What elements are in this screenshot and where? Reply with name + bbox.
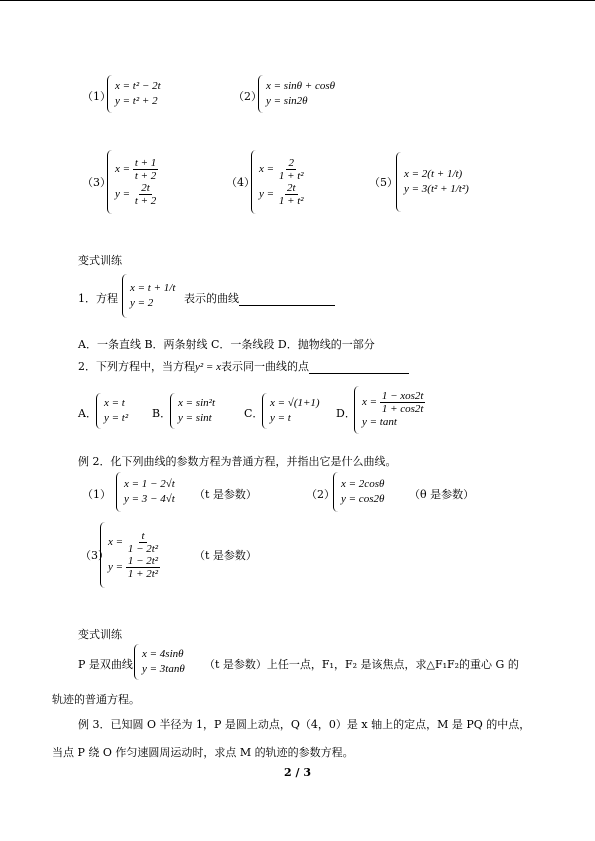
equation: y = t² [104,412,129,424]
option-d-system: x = $\frac{\text{1 − xos2t}}{1 + \cos 2t}$ y = tant [354,386,425,434]
problem-1-label: （1） [82,90,111,103]
example-2-title: 例 2．化下列曲线的参数方程为普通方程，并指出它是什么曲线。 [78,455,397,468]
equation: x = t [104,397,125,409]
top-rule [0,0,595,1]
fraction-numerator: t + 1 [134,157,157,169]
fraction-denominator: t + 2 [134,170,157,182]
problem-4-label: （4） [226,176,255,189]
problem-5-label: （5） [369,176,398,189]
example-2-part-3-note: （t 是参数） [194,549,257,562]
brace [170,393,175,429]
equation: x = 4sinθ [142,648,184,660]
brace [396,152,401,212]
brace [96,393,101,429]
example-3-line-1: 例 3．已知圆 O 半径为 1，P 是圆上动点，Q（4，0）是 x 轴上的定点，M 是 PQ 的中点， [78,718,531,731]
brace [333,472,338,512]
equation: x = 1 − 2√t [124,478,175,490]
practice-heading: 变式训练 [78,254,122,267]
fraction-numerator: 1 − 2t² [127,555,159,567]
brace [107,150,112,214]
example-2-part-2-system [333,472,384,512]
equation: x = √(1+1) [270,397,320,409]
problem-2-label: （2） [233,90,262,103]
question-2-prefix: 2．下列方程中，当方程 [78,360,195,373]
brace [116,472,121,512]
equation: y = 2 [130,297,154,309]
equation: x = t + 1/t [130,282,176,294]
fraction-numerator: 2t [286,182,296,194]
question-2-suffix: 表示同一曲线的点 [221,360,309,373]
option-c-label: C． [244,407,264,420]
brace [122,274,127,318]
equation: x = 2(t + 1/t) [404,168,463,180]
problem-4-system: x = $\frac{2}{\text{1 + t²}}$ y = $\frac{2t}{\text{1 + t²}}$ [251,150,306,214]
example-2-part-2-label: （2） [306,488,335,501]
equation: y = tant [362,416,397,428]
practice-2-system [134,644,185,680]
brace [251,150,256,214]
equation: x = t² − 2t [115,80,161,92]
problem-2-system [258,75,335,113]
equation: y = 3tanθ [142,663,185,675]
fraction-numerator: t [141,530,145,542]
brace [107,75,112,113]
problem-3-system: x = $\frac{t + 1}{t + 2}$ y = $\frac{2t}{t + 2}$ [107,150,158,214]
brace [258,75,263,113]
equation: y = t² + 2 [115,95,158,107]
fraction-denominator: 1 + cos2t [381,403,424,415]
problem-3-label: （3） [82,176,111,189]
fraction-denominator: t + 2 [134,195,157,207]
example-2-part-2-note: （θ 是参数） [409,488,475,501]
equation: y = t [270,412,291,424]
brace [262,393,267,429]
brace [100,522,105,588]
practice-2-prefix: P 是双曲线 [78,658,133,671]
problem-1-system [107,75,161,113]
equation: y = cos2θ [341,493,385,505]
fraction-denominator: 1 + 2t² [127,568,159,580]
equation: y = 3 − 4√t [124,493,175,505]
fraction-denominator: 1 − 2t² [127,543,159,555]
equation: y = 3(t² + 1/t²) [404,183,469,195]
example-2-part-3-system: x = $\frac{t}{\text{1 − 2t²}}$ y = $\frac{\text{1 − 2t²}}{\text{1 + 2t²}}$ [100,522,160,588]
equation: x = 2cosθ [341,478,385,490]
question-1-options: A．一条直线 B．两条射线 C．一条线段 D．抛物线的一部分 [78,338,375,351]
equation: x = sinθ + cosθ [266,80,336,92]
problem-5-system [396,152,469,212]
page-number: 2 / 3 [284,766,311,779]
answer-blank [239,293,335,306]
example-2-part-1-note: （t 是参数） [194,488,257,501]
question-1-prefix: 1．方程 [78,292,118,305]
equation: y = sint [178,412,212,424]
equation: x = sin²t [178,397,215,409]
example-2-part-1-system [116,472,175,512]
question-1-suffix-text: 表示的曲线 [184,292,239,305]
equation: y = sin2θ [266,95,308,107]
option-c-system [262,393,320,429]
question-2-line [78,358,409,374]
option-a-system [96,393,128,429]
fraction-numerator: 1 − xos2t [381,390,424,402]
practice-2-suffix: （t 是参数）上任一点，F₁，F₂ 是该焦点，求△F₁F₂的重心 G 的 [204,658,519,671]
fraction-denominator: 1 + t² [278,170,304,182]
example-2-part-1-label: （1） [82,488,111,501]
example-2-part-3-label: （3） [80,549,109,562]
example-3-line-2: 当点 P 绕 O 作匀速圆周运动时，求点 M 的轨迹的参数方程。 [52,746,354,759]
option-a-label: A． [78,407,97,420]
practice-2-line-2: 轨迹的普通方程。 [52,693,140,706]
option-b-system [170,393,215,429]
question-2-equation: y² = x [195,361,221,373]
question-1-system [122,274,175,318]
question-1-suffix [184,290,335,306]
option-d-label: D． [336,407,356,420]
fraction-numerator: 2t [141,182,150,194]
brace [134,644,139,680]
fraction-numerator: 2 [288,157,294,169]
brace [354,386,359,434]
fraction-denominator: 1 + t² [278,195,304,207]
option-b-label: B． [152,407,172,420]
answer-blank [309,361,409,374]
practice-heading: 变式训练 [78,628,122,641]
